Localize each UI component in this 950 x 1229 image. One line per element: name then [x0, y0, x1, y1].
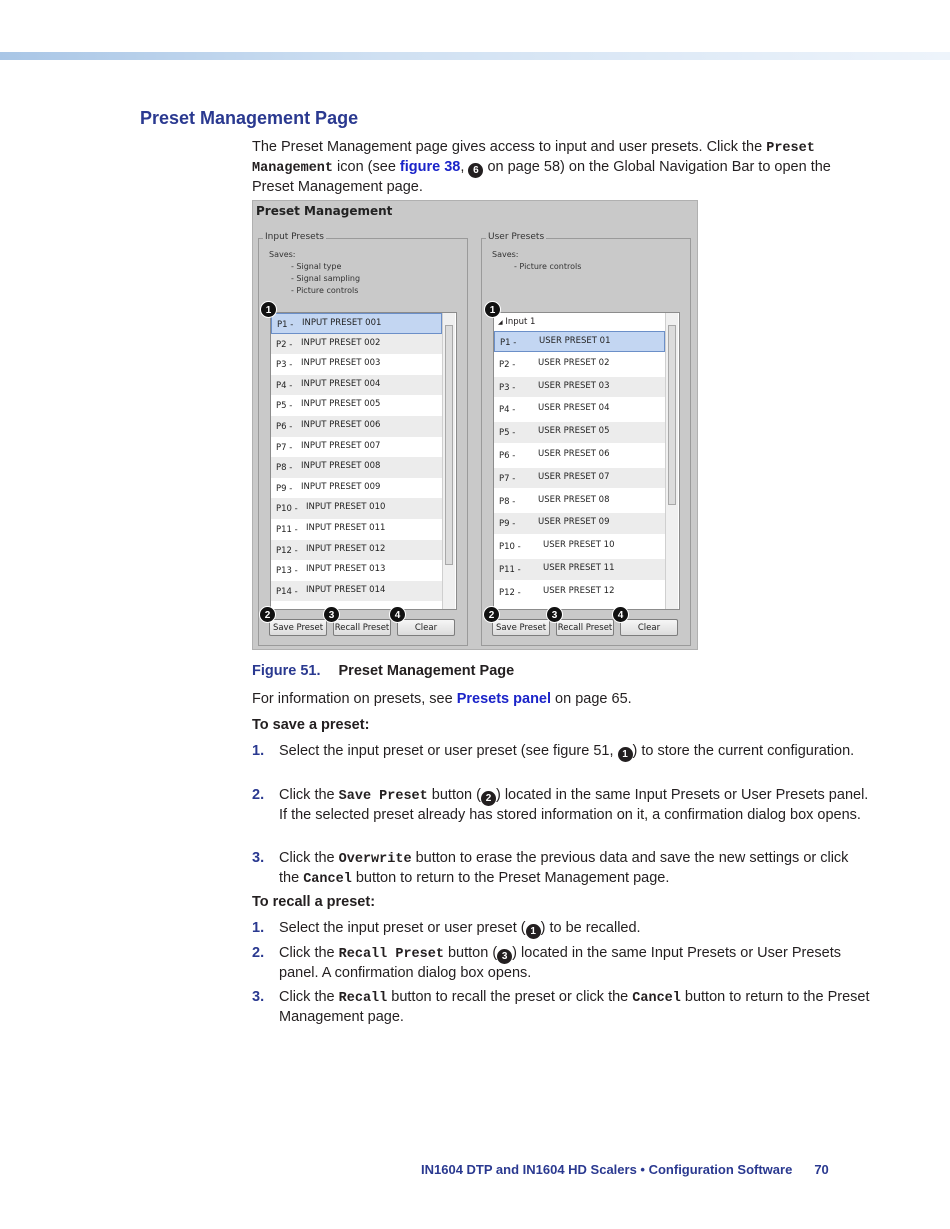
callout-1-input: 1 — [260, 301, 277, 318]
step-number: 1. — [252, 743, 265, 759]
step-text-part: button ( — [443, 945, 498, 961]
preset-name: INPUT PRESET 003 — [301, 358, 381, 369]
callout-4-input: 4 — [389, 606, 406, 623]
preset-name: USER PRESET 11 — [543, 563, 615, 573]
callout-3-user: 3 — [546, 606, 563, 623]
recall-preset-label: Recall Preset — [338, 947, 444, 962]
user-presets-list[interactable] — [493, 312, 680, 610]
preset-name: INPUT PRESET 006 — [301, 420, 381, 430]
preset-number: P11 - — [276, 525, 298, 535]
input-recall-preset-button[interactable]: Recall Preset — [333, 619, 391, 636]
user-clear-button[interactable]: Clear — [620, 619, 678, 636]
input-list-scrollbar[interactable] — [442, 313, 455, 609]
step-text — [279, 786, 871, 825]
preset-management-screenshot — [252, 200, 698, 650]
user-list-scrollbar[interactable] — [665, 313, 678, 609]
preset-number: P12 - — [499, 587, 521, 598]
figure-number: Figure 51. — [252, 663, 321, 679]
preset-row[interactable] — [494, 354, 665, 375]
user-recall-preset-button[interactable]: Recall Preset — [556, 619, 614, 636]
save-heading: To save a preset: — [252, 717, 370, 733]
callout-4-user: 4 — [612, 606, 629, 623]
overwrite-label: Overwrite — [338, 852, 412, 867]
cancel-label: Cancel — [632, 991, 681, 1006]
preset-row[interactable] — [271, 560, 442, 581]
step-text-part: Select the input preset or user preset (see figure 51, — [279, 743, 618, 759]
callout-2-input: 2 — [259, 606, 276, 623]
user-presets-label: User Presets — [488, 232, 545, 242]
preset-number: P11 - — [499, 565, 521, 575]
recall-heading: To recall a preset: — [252, 894, 376, 910]
preset-number: P13 - — [276, 566, 298, 577]
step-text-part: button to return to the Preset Management page. — [351, 870, 670, 886]
figure-caption — [252, 663, 514, 679]
preset-row[interactable] — [494, 513, 665, 534]
preset-row[interactable] — [271, 581, 442, 602]
input-presets-list[interactable] — [270, 312, 457, 610]
intro-paragraph — [252, 138, 870, 197]
preset-number: P2 - — [499, 359, 516, 370]
preset-row[interactable] — [494, 468, 665, 489]
preset-row[interactable] — [494, 399, 665, 420]
step-text-part: Select the input preset or user preset ( — [279, 920, 526, 936]
step-text — [279, 849, 871, 889]
preset-number: P10 - — [276, 504, 298, 515]
info-text: on page 65. — [551, 691, 632, 707]
step-number: 2. — [252, 787, 265, 803]
preset-name: USER PRESET 06 — [538, 449, 610, 459]
preset-row[interactable] — [271, 375, 442, 396]
intro-text: The Preset Management page gives access to input and user presets. Click the — [252, 139, 767, 155]
preset-number: P9 - — [276, 483, 293, 494]
preset-number: P2 - — [276, 339, 293, 350]
step-text — [279, 919, 871, 939]
preset-name: USER PRESET 12 — [543, 585, 615, 596]
step-number: 2. — [252, 945, 265, 961]
info-paragraph — [252, 690, 870, 709]
figure-38-link[interactable]: figure 38 — [399, 159, 461, 175]
preset-name: INPUT PRESET 012 — [306, 543, 386, 554]
intro-text: on page 58) on the Global Navigation Bar to open the Preset Management page. — [252, 159, 831, 195]
step-text-part: ) located in the same Input Presets or User Presets panel. If the selected preset already has stored information on it, a confirmation dialog box opens. — [279, 787, 869, 823]
preset-number: P14 - — [276, 586, 298, 597]
saves-heading: Saves: — [492, 250, 519, 259]
user-presets-group — [481, 232, 691, 646]
step-text-part: button to return to the Preset Management page. — [279, 989, 870, 1025]
preset-row[interactable] — [494, 491, 665, 512]
preset-name: INPUT PRESET 005 — [301, 399, 381, 410]
preset-name: INPUT PRESET 001 — [302, 318, 382, 328]
preset-number: P6 - — [276, 422, 293, 432]
tree-node-input-1[interactable]: ◢ Input 1 — [498, 317, 536, 327]
preset-name: INPUT PRESET 011 — [306, 523, 386, 533]
preset-name: USER PRESET 02 — [538, 357, 610, 368]
callout-1: 1 — [618, 747, 633, 762]
input-clear-button[interactable]: Clear — [397, 619, 455, 636]
preset-number: P4 - — [276, 380, 293, 391]
preset-row[interactable] — [271, 437, 442, 458]
saves-heading: Saves: — [269, 250, 296, 259]
step-text-part: ) to be recalled. — [540, 920, 641, 936]
preset-number: P3 - — [276, 360, 293, 371]
callout-2: 2 — [481, 791, 496, 806]
preset-row[interactable] — [494, 422, 665, 443]
preset-name: USER PRESET 10 — [543, 540, 615, 551]
preset-row[interactable] — [271, 519, 442, 540]
saves-item: - Picture controls — [291, 286, 359, 295]
preset-number: P5 - — [499, 428, 516, 439]
page-number: 70 — [814, 1162, 829, 1177]
cancel-label: Cancel — [303, 872, 352, 887]
step-text-part: ) located in the same Input Presets or User Presets panel. A confirmation dialog box opens. — [279, 945, 841, 981]
input-saves-list — [269, 249, 360, 297]
preset-number: P7 - — [499, 473, 516, 484]
preset-number: P12 - — [276, 545, 298, 556]
save-preset-label: Save Preset — [338, 789, 428, 804]
header-band — [0, 52, 950, 60]
tree-label: Input 1 — [505, 317, 536, 327]
step-text-part: button ( — [427, 787, 481, 803]
preset-number: P9 - — [499, 519, 516, 530]
screenshot-title: Preset Management — [256, 204, 393, 218]
preset-row[interactable] — [494, 331, 665, 352]
preset-row[interactable] — [271, 395, 442, 416]
step-text — [279, 742, 871, 762]
preset-name: INPUT PRESET 010 — [306, 502, 386, 513]
preset-name: INPUT PRESET 009 — [301, 481, 381, 492]
preset-name: USER PRESET 09 — [538, 517, 610, 528]
callout-3: 3 — [497, 949, 512, 964]
preset-number: P4 - — [499, 405, 516, 416]
step-text-part: ) to store the current configuration. — [632, 743, 855, 759]
callout-2-user: 2 — [483, 606, 500, 623]
intro-text: icon (see — [333, 159, 400, 175]
scrollbar-thumb[interactable] — [445, 325, 453, 565]
preset-row[interactable] — [271, 540, 442, 561]
preset-number: P6 - — [499, 451, 516, 461]
preset-number: P7 - — [276, 442, 293, 453]
step-number: 1. — [252, 920, 265, 936]
preset-number: P1 - — [277, 320, 294, 330]
preset-name: USER PRESET 01 — [539, 336, 611, 346]
step-text-part: Click the — [279, 850, 339, 866]
saves-item: - Picture controls — [514, 262, 582, 271]
preset-number: P5 - — [276, 401, 293, 412]
preset-name: INPUT PRESET 008 — [301, 461, 381, 472]
step-text — [279, 988, 871, 1027]
page-footer — [421, 1162, 829, 1177]
step-number: 3. — [252, 989, 265, 1005]
input-save-preset-button[interactable]: Save Preset — [269, 619, 327, 636]
preset-name: INPUT PRESET 013 — [306, 564, 386, 575]
saves-item: - Signal sampling — [291, 274, 361, 283]
preset-row[interactable] — [494, 445, 665, 466]
preset-number: P3 - — [499, 382, 516, 393]
user-saves-list — [492, 249, 581, 273]
preset-name: USER PRESET 05 — [538, 426, 610, 437]
callout-1-user: 1 — [484, 301, 501, 318]
preset-label: Preset — [766, 141, 815, 156]
preset-number: P8 - — [276, 463, 293, 474]
intro-text: , — [460, 159, 469, 175]
callout-1: 1 — [526, 924, 541, 939]
preset-row[interactable] — [494, 582, 665, 603]
figure-title: Preset Management Page — [338, 663, 515, 679]
preset-row[interactable] — [271, 498, 442, 519]
preset-row[interactable] — [494, 559, 665, 580]
input-presets-group — [258, 232, 468, 646]
preset-row[interactable] — [271, 313, 442, 334]
saves-item: - Signal type — [291, 262, 342, 271]
preset-name: INPUT PRESET 014 — [306, 584, 386, 595]
preset-name: INPUT PRESET 002 — [301, 337, 381, 348]
preset-row[interactable] — [271, 416, 442, 437]
step-text-part: Click the — [279, 787, 339, 803]
input-presets-label: Input Presets — [265, 232, 324, 242]
preset-row[interactable] — [271, 354, 442, 375]
scrollbar-thumb[interactable] — [668, 325, 676, 505]
step-text-part: Click the — [279, 989, 339, 1005]
callout-6: 6 — [468, 163, 483, 178]
step-text-part: button to erase the previous data and save the new settings or click the — [279, 850, 849, 886]
presets-panel-link[interactable]: Presets panel — [456, 691, 552, 707]
user-save-preset-button[interactable]: Save Preset — [492, 619, 550, 636]
preset-name: USER PRESET 03 — [538, 380, 610, 391]
preset-name: USER PRESET 08 — [538, 494, 610, 505]
preset-name: INPUT PRESET 007 — [301, 440, 381, 451]
preset-number: P1 - — [500, 338, 517, 348]
preset-row[interactable] — [494, 536, 665, 557]
step-number: 3. — [252, 850, 265, 866]
footer-title: IN1604 DTP and IN1604 HD Scalers • Configuration Software — [421, 1162, 793, 1177]
preset-row[interactable] — [271, 478, 442, 499]
management-label: Management — [252, 161, 334, 176]
info-text: For information on presets, see — [252, 691, 457, 707]
preset-name: INPUT PRESET 004 — [301, 378, 381, 389]
recall-label: Recall — [338, 991, 388, 1006]
step-text — [279, 944, 871, 983]
section-title: Preset Management Page — [140, 108, 359, 128]
preset-number: P8 - — [499, 496, 516, 507]
preset-row[interactable] — [271, 457, 442, 478]
preset-number: P10 - — [499, 542, 521, 553]
preset-name: USER PRESET 04 — [538, 403, 610, 414]
step-text-part: Click the — [279, 945, 339, 961]
preset-row[interactable] — [271, 334, 442, 355]
preset-row[interactable] — [494, 377, 665, 398]
preset-name: USER PRESET 07 — [538, 471, 610, 482]
step-text-part: button to recall the preset or click the — [387, 989, 633, 1005]
callout-3-input: 3 — [323, 606, 340, 623]
